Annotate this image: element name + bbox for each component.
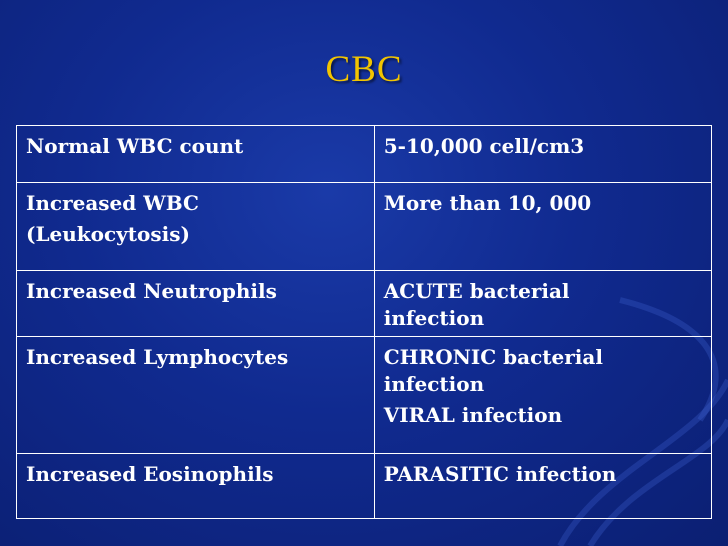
row-value: PARASITIC infection: [383, 462, 617, 486]
row-label: Increased Eosinophils: [26, 462, 274, 486]
row-value-cell: [374, 271, 711, 337]
row-label: (Leukocytosis): [26, 222, 190, 246]
table-row-normal-wbc: [17, 126, 712, 183]
row-value: VIRAL infection: [383, 403, 563, 427]
row-label: Normal WBC count: [26, 134, 244, 158]
row-label: Increased WBC: [26, 191, 199, 215]
row-value-cell: [374, 337, 711, 454]
table-row-increased-neutrophils: [17, 271, 712, 337]
row-value-cell: [374, 126, 711, 183]
row-value: 5-10,000 cell/cm3: [383, 134, 585, 158]
row-label-cell: [17, 126, 375, 183]
row-label-cell: [17, 337, 375, 454]
row-value: More than 10, 000: [383, 191, 592, 215]
row-label: Increased Lymphocytes: [26, 345, 289, 369]
row-value: ACUTE bacterial: [383, 279, 570, 303]
cbc-table: [16, 125, 712, 519]
row-value: infection: [383, 306, 485, 330]
row-value-cell: [374, 183, 711, 271]
row-label: Increased Neutrophils: [26, 279, 277, 303]
row-label-cell: [17, 183, 375, 271]
row-value: infection: [383, 372, 485, 396]
slide-title: CBC: [325, 49, 403, 90]
row-value-cell: [374, 454, 711, 519]
table-row-increased-lymphocytes: [17, 337, 712, 454]
row-value: CHRONIC bacterial: [383, 345, 603, 369]
table-row-increased-wbc: [17, 183, 712, 271]
row-label-cell: [17, 454, 375, 519]
row-label-cell: [17, 271, 375, 337]
table-row-increased-eosinophils: [17, 454, 712, 519]
